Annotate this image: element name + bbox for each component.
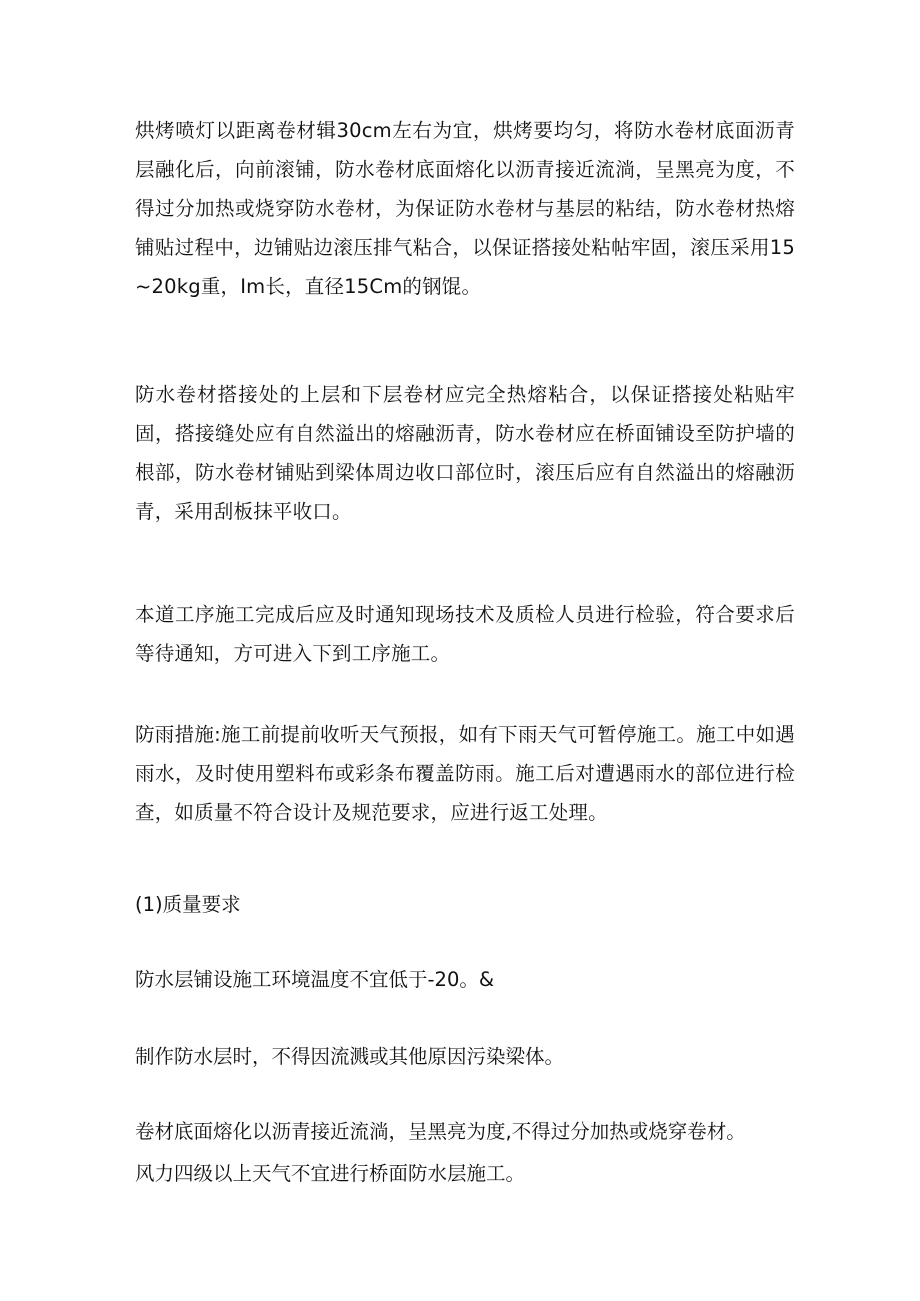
- paragraph-no-pollution: 制作防水层时，不得因流溅或其他原因污染梁体。: [135, 1045, 565, 1068]
- paragraph-torch-heating: 烘烤喷灯以距离卷材辑30cm左右为宜，烘烤要均匀，将防水卷材底面沥青层融化后，向前滚铺，防水卷材底面熔化以沥青接近流淌，呈黑亮为度，不得过分加热或烧穿防水卷材，为保证防水卷材与基层的粘结，防水卷材热熔铺贴过程中，边铺贴边滚压排气粘合，以保证搭接处粘帖牢固，滚压采用15~20kg重，Im长，直径15Cm的钢馄。: [135, 119, 795, 298]
- paragraph-wind: 风力四级以上天气不宜进行桥面防水层施工。: [135, 1162, 526, 1185]
- paragraph-melting: 卷材底面熔化以沥青接近流淌，呈黑亮为度,不得过分加热或烧穿卷材。: [135, 1120, 746, 1143]
- section-heading-quality: (1)质量要求: [135, 893, 241, 916]
- paragraph-inspection: 本道工序施工完成后应及时通知现场技术及质检人员进行检验，符合要求后等待通知，方可进入下到工序施工。: [135, 603, 795, 665]
- paragraph-overlap-bonding: 防水卷材搭接处的上层和下层卷材应完全热熔粘合，以保证搭接处粘贴牢固，搭接缝处应有自然溢出的熔融沥青，防水卷材应在桥面铺设至防护墙的根部，防水卷材铺贴到梁体周边收口部位时，滚压后应有自然溢出的熔融沥青，采用刮板抹平收口。: [135, 383, 795, 523]
- paragraph-rain-measures: 防雨措施:施工前提前收听天气预报，如有下雨天气可暂停施工。施工中如遇雨水，及时使用塑料布或彩条布覆盖防雨。施工后对遭遇雨水的部位进行检查，如质量不符合设计及规范要求，应进行返工处理。: [135, 723, 795, 824]
- paragraph-temperature: 防水层铺设施工环境温度不宜低于-20。&: [135, 968, 495, 991]
